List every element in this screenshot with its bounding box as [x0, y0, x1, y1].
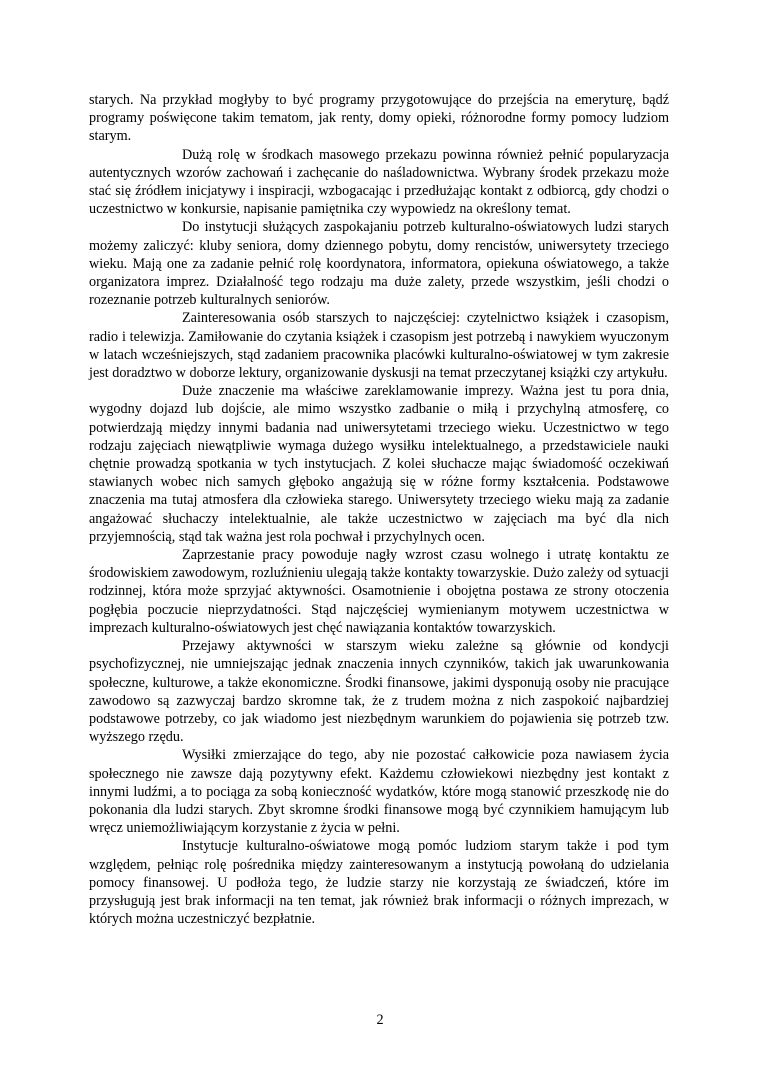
paragraph-efforts: Wysiłki zmierzające do tego, aby nie pozostać całkowicie poza nawiasem życia społecznego nie zawsze dają pozytywny efekt. Każdemu człowiekowi niezbędny jest kontakt z innymi ludźmi, a to pociąga za sobą konieczność wydatków, które mogą stanowić przeszkodę nie do pokonania dla ludzi starych. Zbyt skromne środki finansowe mogą być czynnikiem hamującym lub wręcz uniemożliwiającym korzystanie z życia w pełni. [89, 747, 669, 837]
paragraph-institutions: Do instytucji służących zaspokajaniu potrzeb kulturalno-oświatowych ludzi starych możemy zaliczyć: kluby seniora, domy dziennego pobytu, domy rencistów, uniwersytety trzeciego wieku. Mają one za zadanie pełnić rolę koordynatora, informatora, opiekuna oświatowego, a także organizatora imprez. Działalność tego rodzaju ma duże zalety, przede wszystkim, jeśli chodzi o rozeznanie potrzeb kulturalnych seniorów. [89, 219, 669, 309]
paragraph-retirement: Zaprzestanie pracy powoduje nagły wzrost czasu wolnego i utratę kontaktu ze środowiskiem zawodowym, rozluźnieniu ulegają także kontakty towarzyskie. Dużo zależy od sytuacji rodzinnej, która może sprzyjać aktywności. Osamotnienie i obojętna postawa ze strony otoczenia pogłębia poczucie nieprzydatności. Stąd najczęściej wymienianym motywem uczestnictwa w imprezach kulturalno-oświatowych jest chęć nawiązania kontaktów towarzyskich. [89, 547, 669, 636]
body-text [89, 91, 669, 928]
paragraph-help: Instytucje kulturalno-oświatowe mogą pomóc ludziom starym także i pod tym względem, pełniąc rolę pośrednika między zainteresowanym a instytucją powołaną do udzielania pomocy finansowej. U podłoża tego, że ludzie starzy nie korzystają ze świadczeń, które im przysługują jest brak informacji na ten temat, jak również brak informacji o różnych imprezach, w których można uczestniczyć bezpłatnie. [89, 838, 669, 928]
paragraph-advertising: Duże znaczenie ma właściwe zareklamowanie imprezy. Ważna jest tu pora dnia, wygodny dojazd lub dojście, ale mimo wszystko zadbanie o miłą i przychylną atmosferę, co potwierdzają między innymi badania nad uniwersytetami trzeciego wieku. Uczestnictwo w tego rodzaju zajęciach niewątpliwie wymaga dużego wysiłku intelektualnego, a przedstawiciele nauki chętnie prowadzą spotkania w tych instytucjach. Z kolei słuchacze mając świadomość oczekiwań stawianych wobec nich samych głęboko angażują się w różne formy kształcenia. Podstawowe znaczenia ma tutaj atmosfera dla człowieka starego. Uniwersytety trzeciego wieku mają za zadanie angażować słuchaczy intelektualnie, ale także uczestnictwo w zajęciach ma być dla nich przyjemnością, stąd tak ważna jest rola pochwał i przychylnych ocen. [89, 383, 669, 545]
paragraph-interests: Zainteresowania osób starszych to najczęściej: czytelnictwo książek i czasopism, radio i telewizja. Zamiłowanie do czytania książek i czasopism jest potrzebą i nawykiem wyuczonym w latach wcześniejszych, stąd zadaniem pracownika placówki kulturalno-oświatowej w tym zakresie jest doradztwo w doborze lektury, organizowanie dyskusji na temat przeczytanej książki czy artykułu. [89, 310, 669, 382]
paragraph-mass-media: Dużą rolę w środkach masowego przekazu powinna również pełnić popularyzacja autentycznych wzorów zachowań i zachęcanie do naśladownictwa. Wybrany środek przekazu może stać się źródłem inicjatywy i inspiracji, wzbogacając i przedłużając kontakt z odbiorcą, gdy chodzi o uczestnictwo w konkursie, napisanie pamiętnika czy wypowiedz na określony temat. [89, 146, 669, 218]
paragraph-continuation: starych. Na przykład mogłyby to być programy przygotowujące do przejścia na emeryturę, bądź programy poświęcone takim tematom, jak renty, domy opieki, różnorodne formy pomocy ludziom starym. [89, 92, 669, 145]
page-number: 2 [376, 1012, 384, 1028]
paragraph-activity: Przejawy aktywności w starszym wieku zależne są głównie od kondycji psychofizycznej, nie umniejszając jednak znaczenia innych czynników, takich jak uwarunkowania społeczne, kulturowe, a także ekonomiczne. Środki finansowe, jakimi dysponują osoby nie pracujące zawodowo są zazwyczaj bardzo skromne tak, że z trudem można z nich zaspokoić najbardziej podstawowe potrzeby, co jak wiadomo jest niezbędnym warunkiem do pojawienia się potrzeb tzw. wyższego rzędu. [89, 638, 669, 746]
